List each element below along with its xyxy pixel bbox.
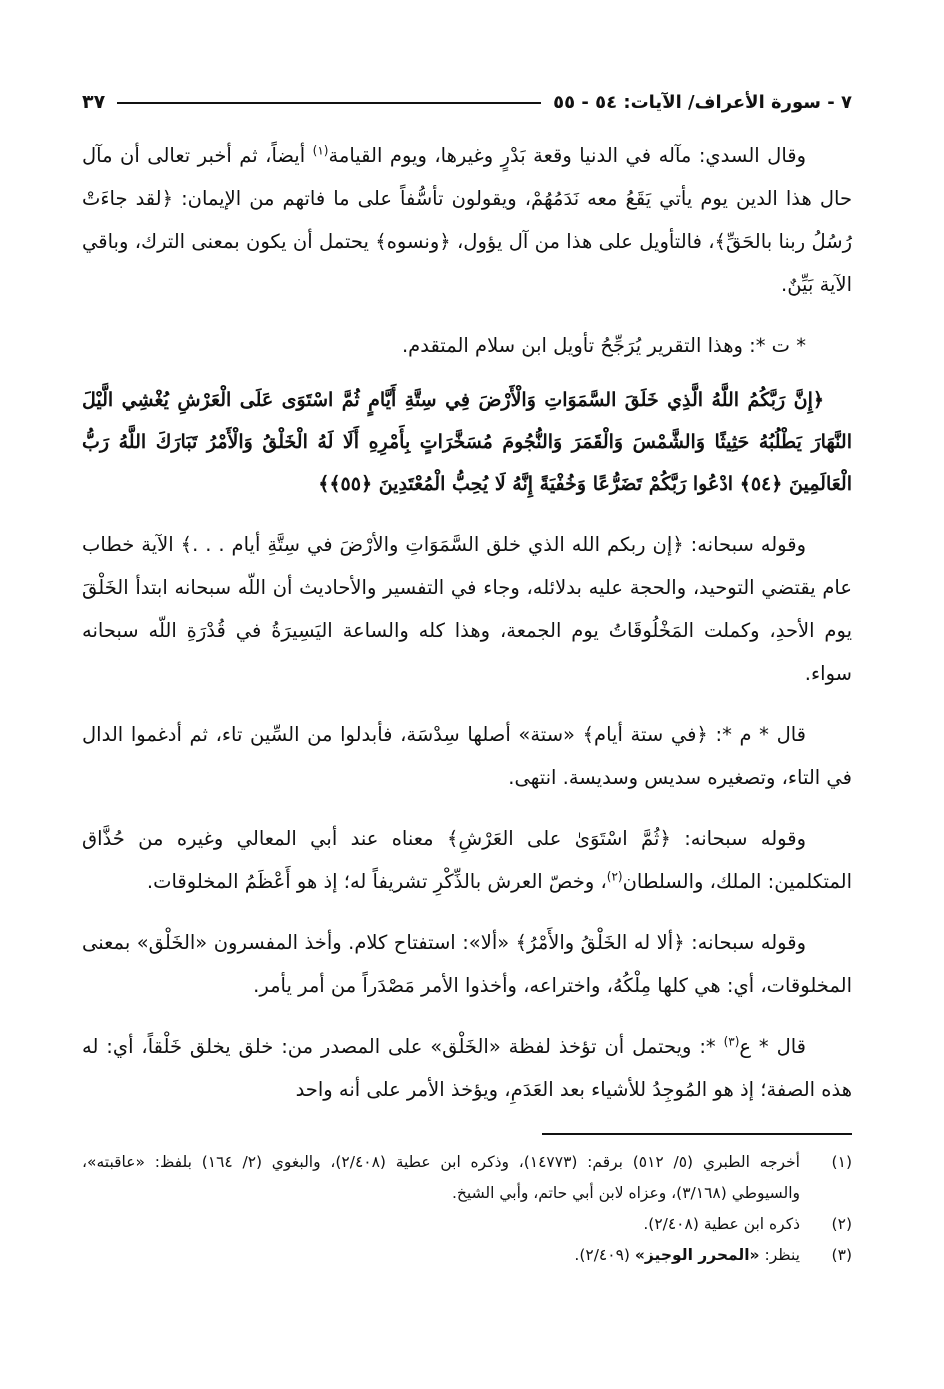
- paragraph-1-text-a: وقال السدي: مآله في الدنيا وقعة بَدْرٍ وغيرها، ويوم القيامة: [328, 144, 806, 167]
- paragraph-1-text-b: أيضاً، ثم أخبر تعالى أن مآل حال هذا الدين يوم يأتي يَقَعُ معه نَدَمُهُمْ، ويقولون تأسُّفاً على ما فاتهم من الإيمان: ﴿لقد جاءَتْ رُسُلُ ربنا بالحَقِّ﴾، فالتأويل على هذا من آل يؤول، ﴿ونسوه﴾ يحتمل أن يكون بمعنى الترك، وباقي الآية بَيِّنٌ.: [82, 144, 852, 296]
- paragraph-5-text-b: ، وخصّ العرش بالذِّكْرِ تشريفاً له؛ إذ هو أَعْظَمُ المخلوقات.: [146, 870, 607, 893]
- quran-verses: ﴿إِنَّ رَبَّكُمُ اللَّهُ الَّذِي خَلَقَ السَّمَوَاتِ وَالْأَرْضَ فِي سِتَّةِ أَيَّامٍ ثُمَّ اسْتَوَى عَلَى الْعَرْشِ يُغْشِي الَّيْلَ النَّهَارَ يَطْلُبُهُ حَثِيثًا وَالشَّمْسَ وَالْقَمَرَ وَالنُّجُومَ مُسَخَّرَاتٍ بِأَمْرِهِ أَلَا لَهُ الْخَلْقُ وَالْأَمْرُ تَبَارَكَ اللَّهُ رَبُّ الْعَالَمِينَ ﴿٥٤﴾ ادْعُوا رَبَّكُمْ تَضَرُّعًا وَخُفْيَةً إِنَّهُ لَا يُحِبُّ الْمُعْتَدِينَ ﴿٥٥﴾﴾: [82, 389, 852, 495]
- footnotes: [82, 1147, 852, 1271]
- footnote-separator: [542, 1133, 852, 1135]
- footnote-ref-2: (٢): [606, 869, 623, 884]
- paragraph-2: * ت *: وهذا التقرير يُرَجِّحُ تأويل ابن سلام المتقدم.: [401, 334, 806, 357]
- footnote-ref-1: (١): [312, 143, 329, 158]
- footnote-number: (٣): [831, 1246, 852, 1264]
- paragraph-7-text-a: قال * ع: [739, 1035, 806, 1058]
- footnote-2: [82, 1209, 852, 1240]
- header-rule: [117, 102, 541, 104]
- paragraph-4: قال * م *: ﴿في ستة أيام﴾ «ستة» أصلها سِدْسَة، فأبدلوا من السِّين تاء، ثم أدغموا الدال في التاء، وتصغيره سديس وسديسة. انتهى.: [82, 723, 852, 789]
- footnote-ref-3: (٣): [723, 1034, 740, 1049]
- paragraph-7-text-b: *: ويحتمل أن تؤخذ لفظة «الخَلْق» على المصدر من: خلق يخلق خَلْقاً، أي: له هذه الصفة؛ إذ هو المُوجِدُ للأشياء بعد العَدَمِ، ويؤخذ الأمر على أنه واحد: [82, 1035, 852, 1101]
- paragraph-5: [82, 817, 852, 903]
- running-header: [82, 82, 852, 122]
- footnote-text: ذكره ابن عطية (٢/٤٠٨).: [643, 1215, 800, 1233]
- paragraph-1: [82, 134, 852, 306]
- book-title: «المحرر الوجيز»: [634, 1246, 760, 1264]
- footnote-number: (١): [831, 1153, 852, 1171]
- footnote-3: [82, 1240, 852, 1271]
- footnote-text: أخرجه الطبري (٥/ ٥١٢) برقم: (١٤٧٧٣)، وذكره ابن عطية (٢/٤٠٨)، والبغوي (٢/ ١٦٤) بلفظ: «عاقبته»، والسيوطي (٣/١٦٨)، وعزاه لابن أبي حاتم، وأبي الشيخ.: [82, 1153, 800, 1202]
- footnote-text-a: ينظر:: [759, 1246, 800, 1264]
- footnote-1: [82, 1147, 852, 1209]
- paragraph-7: [82, 1025, 852, 1111]
- header-title: ٧ - سورة الأعراف/ الآيات: ٥٤ - ٥٥: [553, 91, 852, 113]
- footnote-number: (٢): [831, 1215, 852, 1233]
- page: [82, 82, 852, 1271]
- page-number: ٣٧: [82, 91, 106, 113]
- paragraph-5-text-a: وقوله سبحانه: ﴿ثُمَّ اسْتَوَىٰ على العَرْشِ﴾ معناه عند أبي المعالي وغيره من حُذَّاق المتكلمين: الملك، والسلطان: [82, 827, 852, 893]
- footnote-text-c: (٢/٤٠٩).: [574, 1246, 635, 1264]
- paragraph-3: وقوله سبحانه: ﴿إن ربكم الله الذي خلق السَّمَوَاتِ والأرْضَ في سِتَّةِ أيام . . .﴾ الآية خطاب عام يقتضي التوحيد، والحجة عليه بدلائله، وجاء في التفسير والأحاديث أن اللّه سبحانه ابتدأ الخَلْقَ يوم الأحدِ، وكملت المَخْلُوقَاتُ يوم الجمعة، وهذا كله والساعة اليَسِيرَةُ في قُدْرَةِ اللّه سبحانه سواء.: [82, 533, 852, 685]
- footnote-text: [82, 1240, 800, 1271]
- paragraph-6: وقوله سبحانه: ﴿ألا له الخَلْقُ والأَمْرُ﴾ «ألا»: استفتاح كلام. وأخذ المفسرون «الخَلْق» بمعنى المخلوقات، أي: هي كلها مِلْكُهُ، واختراعه، وأخذوا الأمر مَصْدَراً من أمر يأمر.: [82, 931, 852, 997]
